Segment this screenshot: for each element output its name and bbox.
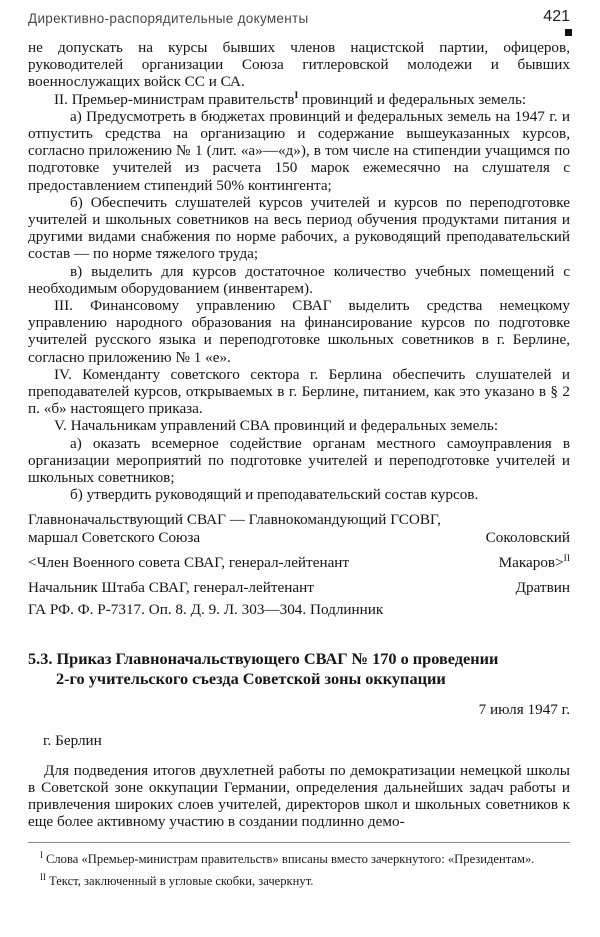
document-date: 7 июля 1947 г. — [478, 700, 570, 718]
paragraph-item-2 — [28, 91, 570, 108]
item-2-text-post: провинций и федеральных земель: — [298, 90, 527, 108]
paragraph-item-5a: а) оказать всемерное содействие органам местного самоуправления в организации мероприятий по подготовке учителей и переподготовке учителей и школьных советников; — [28, 434, 570, 487]
footnote-1-text: Слова «Премьер-министрам правительств» вписаны вместо зачеркнутого: «Президентам». — [46, 852, 535, 867]
paragraph-item-3: III. Финансовому управлению СВАГ выделить средства немецкому управлению народного образования на финансирование курсов по подготовке учителей русского языка и переподготовке школьных советников в г. Берлине, согласно приложению № 1 «е». — [28, 297, 570, 366]
footnote-divider — [28, 842, 570, 843]
page-number: 421 — [543, 8, 570, 25]
paragraph-item-2b: б) Обеспечить слушателей курсов учителей и курсов по переподготовке учителей и школьных советников на весь период обучения продуктами питания и другими видами снабжения по норме рабочих, а руководящий преподавательский состав — по норме тяжелого труда; — [28, 193, 570, 263]
footnote-1-marker: I — [40, 850, 43, 861]
page-body — [28, 39, 570, 889]
signature-title-line2: маршал Советского Союза — [28, 528, 201, 546]
signature-name-sokolovsky: Соколовский — [485, 528, 570, 546]
footnote-reference-2: II — [563, 553, 570, 564]
footnote-2-marker: II — [40, 872, 46, 883]
footnote-reference-1: I — [294, 90, 299, 101]
section-heading-line2: 2-го учительского съезда Советской зоны оккупации — [56, 668, 446, 688]
paragraph-item-2v: в) выделить для курсов достаточное количество учебных помещений с необходимым оборудованием (инвентарем). — [28, 262, 570, 297]
item-2-text-pre: II. Премьер-министрам правительств — [54, 90, 295, 108]
signature-chief-of-staff — [28, 579, 570, 596]
section-number: 5.3. — [28, 648, 53, 668]
signature-name-dratvin: Дратвин — [515, 579, 570, 597]
running-header — [28, 8, 570, 26]
signature-title: <Член Военного совета СВАГ, генерал-лейтенант — [28, 553, 350, 571]
paragraph-item-5b: б) утвердить руководящий и преподавательский состав курсов. — [70, 486, 479, 504]
signature-title-line1: Главноначальствующий СВАГ — Главнокомандующий ГСОВГ, — [28, 511, 441, 529]
paragraph-item-5: V. Начальникам управлений СВА провинций и федеральных земель: — [54, 417, 499, 435]
signature-name-makarov — [499, 554, 570, 571]
header-rule-end-square-icon — [565, 29, 572, 36]
signature-title: Начальник Штаба СВАГ, генерал-лейтенант — [28, 579, 314, 597]
signature-commander — [28, 511, 570, 545]
running-title: Директивно-распорядительные документы — [28, 11, 309, 26]
footnotes-section — [28, 852, 570, 889]
document-place: г. Берлин — [43, 731, 102, 749]
footnote-2-text: Текст, заключенный в угловые скобки, зачеркнут. — [49, 874, 314, 889]
paragraph-continuation: не допускать на курсы бывших членов нацистской партии, офицеров, руководителей организации Союза гитлеровской молодежи и бывших военнослужащих войск СС и СА. — [28, 39, 570, 91]
footnote-2 — [28, 874, 570, 889]
signature-name-text: Макаров> — [498, 553, 564, 571]
signature-military-council-member — [28, 554, 570, 571]
archive-reference: ГА РФ. Ф. Р-7317. Оп. 8. Д. 9. Л. 303—304. Подлинник — [28, 601, 384, 619]
paragraph-item-4: IV. Коменданту советского сектора г. Берлина обеспечить слушателей и преподавателей курсов, открываемых в г. Берлине, питанием, как это указано в § 2 п. «б» настоящего приказа. — [28, 365, 570, 418]
section-heading — [28, 649, 570, 689]
paragraph-opening: Для подведения итогов двухлетней работы по демократизации немецкой школы в Советской зоне оккупации Германии, определения дальнейших задач работы и привлечения широких слоев учителей, директоров школ и школьных советников к еще более активному участию в создании подлинно демо- — [28, 761, 570, 831]
paragraph-item-2a: а) Предусмотреть в бюджетах провинций и федеральных земель на 1947 г. и отпустить средства на организацию и содержание вышеуказанных курсов, согласно приложению № 1 (лит. «а»—«д»), в том числе на стипендии учащимся по подготовке учителей из расчета 150 марок ежемесячно на слушателя с предоставлением стипендий 50% контингента; — [28, 107, 570, 194]
footnote-1 — [28, 852, 570, 867]
section-heading-line1: Приказ Главноначальствующего СВАГ № 170 о проведении — [56, 648, 499, 668]
